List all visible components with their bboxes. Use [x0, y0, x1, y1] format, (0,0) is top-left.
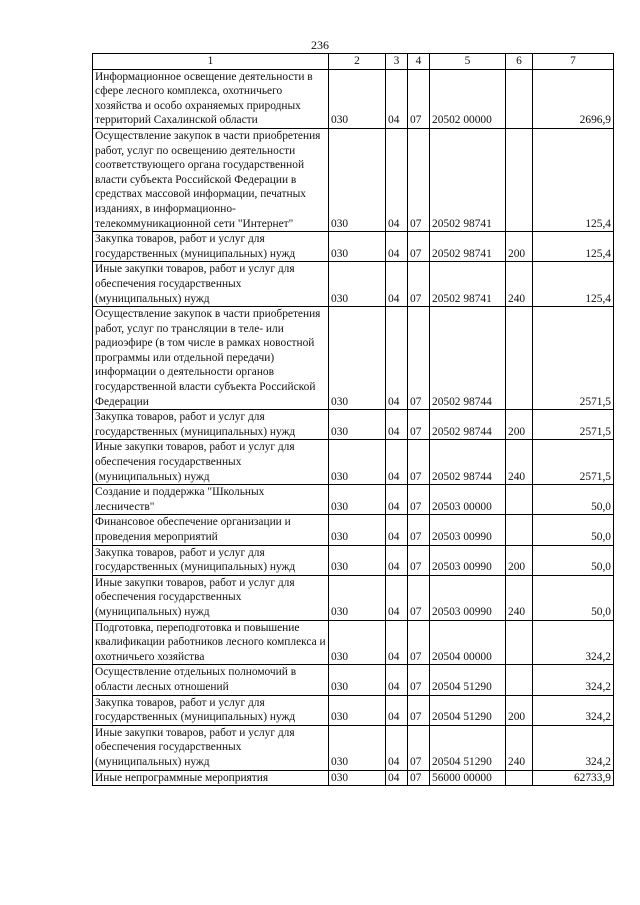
- table-row: [93, 410, 614, 440]
- amount: 2696,9: [533, 69, 614, 128]
- code-target: 20502 98744: [430, 440, 506, 485]
- code-section: 04: [386, 485, 408, 515]
- item-name: Закупка товаров, работ и услуг для государственных (муниципальных) нужд: [93, 410, 329, 440]
- code-admin: 030: [329, 515, 386, 545]
- code-target: 20502 98744: [430, 410, 506, 440]
- item-name: Закупка товаров, работ и услуг для государственных (муниципальных) нужд: [93, 545, 329, 575]
- code-target: 20504 51290: [430, 665, 506, 695]
- code-subsection: 07: [408, 725, 430, 770]
- code-subsection: 07: [408, 69, 430, 128]
- code-subsection: 07: [408, 620, 430, 665]
- code-target: 20502 98741: [430, 262, 506, 307]
- item-name: Закупка товаров, работ и услуг для государственных (муниципальных) нужд: [93, 695, 329, 725]
- code-target: 20502 98744: [430, 307, 506, 410]
- code-expense-type: 240: [506, 725, 533, 770]
- item-name: Финансовое обеспечение организации и проведения мероприятий: [93, 515, 329, 545]
- table-row: [93, 620, 614, 665]
- code-admin: 030: [329, 307, 386, 410]
- budget-table: [92, 53, 614, 786]
- table-row: [93, 69, 614, 128]
- code-subsection: 07: [408, 262, 430, 307]
- item-name: Осуществление отдельных полномочий в области лесных отношений: [93, 665, 329, 695]
- code-admin: 030: [329, 410, 386, 440]
- amount: 125,4: [533, 232, 614, 262]
- code-subsection: 07: [408, 575, 430, 620]
- item-name: Создание и поддержка "Школьных лесничеств": [93, 485, 329, 515]
- amount: 62733,9: [533, 770, 614, 786]
- amount: 50,0: [533, 545, 614, 575]
- item-name: Иные закупки товаров, работ и услуг для обеспечения государственных (муниципальных) нужд: [93, 440, 329, 485]
- code-target: 20502 98741: [430, 232, 506, 262]
- code-admin: 030: [329, 575, 386, 620]
- code-target: 20503 00990: [430, 515, 506, 545]
- code-section: 04: [386, 620, 408, 665]
- code-expense-type: 200: [506, 545, 533, 575]
- item-name: Подготовка, переподготовка и повышение квалификации работников лесного комплекса и охотничьего хозяйства: [93, 620, 329, 665]
- table-row: [93, 575, 614, 620]
- amount: 2571,5: [533, 307, 614, 410]
- item-name: Иные закупки товаров, работ и услуг для обеспечения государственных (муниципальных) нужд: [93, 262, 329, 307]
- code-admin: 030: [329, 440, 386, 485]
- code-section: 04: [386, 232, 408, 262]
- code-expense-type: 240: [506, 575, 533, 620]
- table-row: [93, 665, 614, 695]
- item-name: Иные непрограммные мероприятия: [93, 770, 329, 786]
- amount: 324,2: [533, 725, 614, 770]
- code-expense-type: [506, 485, 533, 515]
- item-name: Информационное освещение деятельности в сфере лесного комплекса, охотничьего хозяйства и особо охраняемых природных территорий Сахалинской области: [93, 69, 329, 128]
- code-subsection: 07: [408, 410, 430, 440]
- table-row: [93, 232, 614, 262]
- table-row: [93, 545, 614, 575]
- amount: 50,0: [533, 515, 614, 545]
- code-admin: 030: [329, 232, 386, 262]
- code-target: 20503 00000: [430, 485, 506, 515]
- code-expense-type: [506, 770, 533, 786]
- code-admin: 030: [329, 725, 386, 770]
- code-section: 04: [386, 665, 408, 695]
- code-admin: 030: [329, 695, 386, 725]
- code-subsection: 07: [408, 545, 430, 575]
- code-target: 20503 00990: [430, 545, 506, 575]
- amount: 324,2: [533, 665, 614, 695]
- table-row: [93, 485, 614, 515]
- code-target: 20504 51290: [430, 695, 506, 725]
- code-section: 04: [386, 410, 408, 440]
- amount: 2571,5: [533, 440, 614, 485]
- code-admin: 030: [329, 485, 386, 515]
- code-target: 56000 00000: [430, 770, 506, 786]
- code-admin: 030: [329, 770, 386, 786]
- table-row: [93, 440, 614, 485]
- code-section: 04: [386, 575, 408, 620]
- code-expense-type: 200: [506, 232, 533, 262]
- code-admin: 030: [329, 262, 386, 307]
- code-target: 20502 98741: [430, 128, 506, 231]
- amount: 125,4: [533, 262, 614, 307]
- amount: 324,2: [533, 620, 614, 665]
- code-section: 04: [386, 307, 408, 410]
- code-section: 04: [386, 695, 408, 725]
- code-subsection: 07: [408, 485, 430, 515]
- code-expense-type: 240: [506, 262, 533, 307]
- code-expense-type: [506, 69, 533, 128]
- code-section: 04: [386, 725, 408, 770]
- code-subsection: 07: [408, 770, 430, 786]
- code-subsection: 07: [408, 440, 430, 485]
- code-section: 04: [386, 545, 408, 575]
- item-name: Осуществление закупок в части приобретения работ, услуг по трансляции в теле- или радиоэфире (в том числе в рамках новостной программы или отдельной передачи) информации о деятельности органов государственной власти субъекта Российской Федерации: [93, 307, 329, 410]
- code-section: 04: [386, 515, 408, 545]
- code-expense-type: 200: [506, 410, 533, 440]
- amount: 50,0: [533, 485, 614, 515]
- code-target: 20503 00990: [430, 575, 506, 620]
- table-row: [93, 695, 614, 725]
- code-admin: 030: [329, 665, 386, 695]
- code-subsection: 07: [408, 665, 430, 695]
- table-row: [93, 515, 614, 545]
- column-header-5: 5: [430, 54, 506, 70]
- code-subsection: 07: [408, 232, 430, 262]
- column-header-7: 7: [533, 54, 614, 70]
- code-admin: 030: [329, 545, 386, 575]
- amount: 125,4: [533, 128, 614, 231]
- code-subsection: 07: [408, 307, 430, 410]
- code-target: 20504 51290: [430, 725, 506, 770]
- code-section: 04: [386, 440, 408, 485]
- table-row: [93, 770, 614, 786]
- code-section: 04: [386, 69, 408, 128]
- code-expense-type: [506, 665, 533, 695]
- table-row: [93, 128, 614, 231]
- code-section: 04: [386, 770, 408, 786]
- code-section: 04: [386, 262, 408, 307]
- code-section: 04: [386, 128, 408, 231]
- code-subsection: 07: [408, 128, 430, 231]
- code-admin: 030: [329, 69, 386, 128]
- code-expense-type: [506, 515, 533, 545]
- code-expense-type: [506, 620, 533, 665]
- code-subsection: 07: [408, 695, 430, 725]
- code-target: 20504 00000: [430, 620, 506, 665]
- code-subsection: 07: [408, 515, 430, 545]
- code-expense-type: [506, 307, 533, 410]
- amount: 324,2: [533, 695, 614, 725]
- table-row: [93, 725, 614, 770]
- column-header-2: 2: [329, 54, 386, 70]
- code-expense-type: 240: [506, 440, 533, 485]
- code-target: 20502 00000: [430, 69, 506, 128]
- page-number: 236: [311, 38, 329, 52]
- column-header-6: 6: [506, 54, 533, 70]
- amount: 2571,5: [533, 410, 614, 440]
- code-admin: 030: [329, 620, 386, 665]
- header-row: [93, 54, 614, 70]
- amount: 50,0: [533, 575, 614, 620]
- table-row: [93, 307, 614, 410]
- code-admin: 030: [329, 128, 386, 231]
- item-name: Иные закупки товаров, работ и услуг для обеспечения государственных (муниципальных) нужд: [93, 575, 329, 620]
- table-row: [93, 262, 614, 307]
- column-header-1: 1: [93, 54, 329, 70]
- item-name: Иные закупки товаров, работ и услуг для обеспечения государственных (муниципальных) нужд: [93, 725, 329, 770]
- column-header-4: 4: [408, 54, 430, 70]
- column-header-3: 3: [386, 54, 408, 70]
- item-name: Осуществление закупок в части приобретения работ, услуг по освещению деятельности соответствующего органа государственной власти субъекта Российской Федерации в средствах массовой информации, печатных изданиях, в информационно-телекоммуникационной сети "Интернет": [93, 128, 329, 231]
- item-name: Закупка товаров, работ и услуг для государственных (муниципальных) нужд: [93, 232, 329, 262]
- code-expense-type: [506, 128, 533, 231]
- code-expense-type: 200: [506, 695, 533, 725]
